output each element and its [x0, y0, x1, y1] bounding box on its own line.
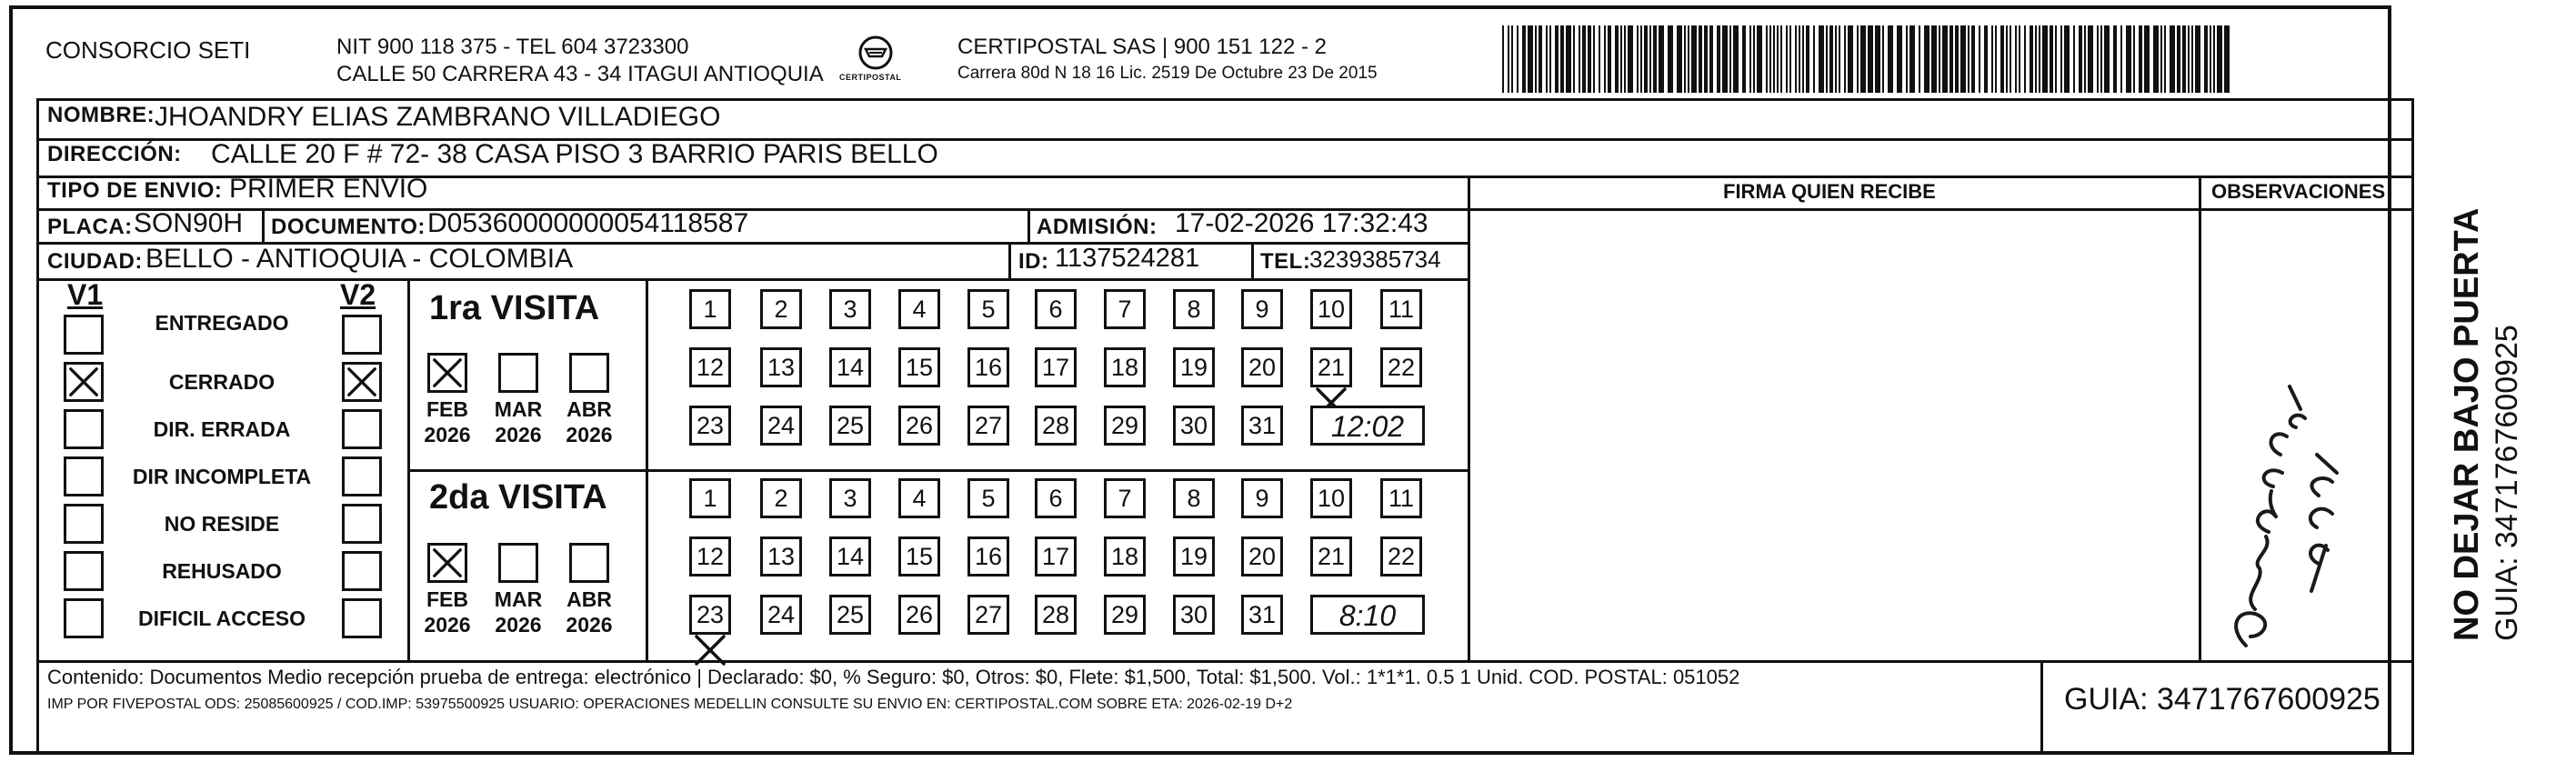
observaciones-header: OBSERVACIONES: [2211, 180, 2386, 203]
visit1-day-box[interactable]: 19: [1173, 347, 1215, 387]
visit2-day-box[interactable]: 26: [898, 595, 940, 635]
visit1-day-box[interactable]: 5: [967, 289, 1009, 329]
nombre-value: JHOANDRY ELIAS ZAMBRANO VILLADIEGO: [155, 102, 721, 132]
visit2-month-label: FEB 2026: [424, 587, 471, 637]
visit2-day-box[interactable]: 25: [829, 595, 871, 635]
v1-checkbox[interactable]: [64, 362, 104, 402]
visit2-day-box[interactable]: 9: [1241, 478, 1283, 518]
visit1-day-box[interactable]: 8: [1173, 289, 1215, 329]
tel-divider: [1251, 242, 1254, 278]
visit1-day-box[interactable]: 2: [760, 289, 802, 329]
footer-line1: Contenido: Documentos Medio recepción prueba de entrega: electrónico | Declarado: $0, % Seguro: $0, Otros: $0, Flete: $1,500, Total: $1,500. Vol.: 1*1*1. 0.5 1 Unid. COD. POSTAL: 051052: [47, 666, 1740, 688]
row-line: [36, 278, 1470, 281]
visit2-day-box[interactable]: 10: [1310, 478, 1352, 518]
v2-checkbox[interactable]: [342, 551, 382, 591]
visit1-month-label: MAR 2026: [494, 397, 543, 446]
v2-checkbox[interactable]: [342, 598, 382, 638]
visit1-day-box[interactable]: 1: [689, 289, 731, 329]
certipostal-line: CERTIPOSTAL SAS | 900 151 122 - 2: [957, 35, 1327, 59]
visit1-day-box[interactable]: 18: [1104, 347, 1146, 387]
placa-label: PLACA:: [47, 215, 133, 239]
status-label: REHUSADO: [162, 559, 282, 583]
status-label: CERRADO: [168, 370, 276, 394]
visit1-day-box[interactable]: 15: [898, 347, 940, 387]
v1-checkbox[interactable]: [64, 456, 104, 496]
admision-divider: [1027, 208, 1030, 242]
firma-divider: [1468, 175, 1470, 660]
check-x-mark: [430, 546, 465, 580]
tipo-envio-label: TIPO DE ENVIO:: [47, 178, 223, 203]
visit2-month-label: ABR 2026: [566, 587, 613, 637]
visit2-day-box[interactable]: 30: [1173, 595, 1215, 635]
v1-header: V1: [67, 278, 104, 311]
footer-line2: IMP POR FIVEPOSTAL ODS: 25085600925 / COD.IMP: 53975500925 USUARIO: OPERACIONES MEDELLIN CONSULTE SU ENVIO EN: CERTIPOSTAL.COM SOBRE ETA: 2026-02-19 D+2: [47, 697, 1293, 712]
visit2-title: 2da VISITA: [429, 478, 607, 516]
row-line: [36, 660, 2414, 663]
id-divider: [1008, 242, 1011, 278]
visit2-day-box[interactable]: 21: [1310, 536, 1352, 577]
v2-checkbox[interactable]: [342, 456, 382, 496]
visit2-day-box[interactable]: 15: [898, 536, 940, 577]
visit1-day-box[interactable]: 17: [1035, 347, 1077, 387]
visit1-day-box[interactable]: 9: [1241, 289, 1283, 329]
visit2-day-box[interactable]: 1: [689, 478, 731, 518]
tipo-envio-value: PRIMER ENVIO: [229, 174, 428, 204]
visit2-day-box[interactable]: 14: [829, 536, 871, 577]
visit1-title: 1ra VISITA: [429, 289, 600, 327]
company-name: CONSORCIO SETI: [45, 36, 251, 64]
visit2-day-box[interactable]: 28: [1035, 595, 1077, 635]
visit1-day-box[interactable]: 11: [1380, 289, 1422, 329]
visit1-day-box[interactable]: 14: [829, 347, 871, 387]
visit1-day-box[interactable]: 12: [689, 347, 731, 387]
visit1-month-checkbox[interactable]: [569, 353, 609, 393]
visit2-day-box[interactable]: 7: [1104, 478, 1146, 518]
visit1-day-box[interactable]: 29: [1104, 406, 1146, 446]
tel-label: TEL:: [1260, 249, 1311, 274]
status-label: NO RESIDE: [164, 512, 280, 536]
visit1-day-box[interactable]: 22: [1380, 347, 1422, 387]
visit1-day-box[interactable]: 3: [829, 289, 871, 329]
visit1-day-box[interactable]: 27: [967, 406, 1009, 446]
visit2-day-box[interactable]: 17: [1035, 536, 1077, 577]
visit2-month-checkbox[interactable]: [498, 543, 538, 583]
visit2-day-box[interactable]: 3: [829, 478, 871, 518]
observaciones-handwriting: [2210, 336, 2382, 655]
visit1-day-box[interactable]: 26: [898, 406, 940, 446]
visit2-day-box[interactable]: 5: [967, 478, 1009, 518]
side-guia: GUIA: 3471767600925: [2490, 325, 2524, 641]
visit1-time-box[interactable]: 12:02: [1310, 406, 1425, 446]
visit1-day-box[interactable]: 16: [967, 347, 1009, 387]
visit2-month-checkbox[interactable]: [569, 543, 609, 583]
status-label: DIR INCOMPLETA: [132, 465, 312, 488]
v2-checkbox[interactable]: [342, 504, 382, 544]
visit2-day-box[interactable]: 16: [967, 536, 1009, 577]
visit2-day-box[interactable]: 11: [1380, 478, 1422, 518]
visit2-day-box[interactable]: 6: [1035, 478, 1077, 518]
visit1-day-box[interactable]: 13: [760, 347, 802, 387]
visit2-month-label: MAR 2026: [494, 587, 543, 637]
visit1-day-box[interactable]: 24: [760, 406, 802, 446]
visit2-day-box[interactable]: 18: [1104, 536, 1146, 577]
visit1-day-box[interactable]: 31: [1241, 406, 1283, 446]
visit1-day-box[interactable]: 28: [1035, 406, 1077, 446]
nombre-label: NOMBRE:: [47, 103, 155, 127]
firma-header: FIRMA QUIEN RECIBE: [1723, 180, 1936, 203]
check-x-mark: [66, 365, 101, 399]
v2-checkbox[interactable]: [342, 409, 382, 449]
v2-checkbox[interactable]: [342, 315, 382, 355]
documento-value: D05360000000054118587: [427, 208, 749, 238]
visit2-day-box[interactable]: 24: [760, 595, 802, 635]
status-label: ENTREGADO: [155, 311, 289, 335]
ciudad-value: BELLO - ANTIOQUIA - COLOMBIA: [145, 244, 574, 274]
barcode: [1502, 25, 2230, 93]
observaciones-divider: [2199, 175, 2201, 660]
status-label: DIFICIL ACCESO: [137, 607, 306, 630]
doc-divider: [262, 208, 265, 242]
check-x-mark: [345, 365, 379, 399]
visit1-day-box[interactable]: 25: [829, 406, 871, 446]
visit1-month-label: ABR 2026: [566, 397, 613, 446]
logo-text: CERTIPOSTAL: [839, 73, 902, 82]
footer-guia-divider: [2040, 660, 2043, 755]
license-line: Carrera 80d N 18 16 Lic. 2519 De Octubre 23 De 2015: [957, 64, 1378, 83]
visit2-day-box[interactable]: 23: [689, 595, 731, 635]
visit2-day-box[interactable]: 2: [760, 478, 802, 518]
certipostal-logo: [835, 35, 917, 87]
visit2-month-checkbox[interactable]: [427, 543, 467, 583]
direccion-label: DIRECCIÓN:: [47, 142, 182, 166]
visit1-day-box[interactable]: 21: [1310, 347, 1352, 387]
v1-checkbox[interactable]: [64, 315, 104, 355]
visit1-day-box[interactable]: 7: [1104, 289, 1146, 329]
direccion-value: CALLE 20 F # 72- 38 CASA PISO 3 BARRIO PARIS BELLO: [211, 139, 938, 169]
v1-checkbox[interactable]: [64, 409, 104, 449]
v2-checkbox[interactable]: [342, 362, 382, 402]
v1-checkbox[interactable]: [64, 504, 104, 544]
visit2-day-box[interactable]: 20: [1241, 536, 1283, 577]
v1-checkbox[interactable]: [64, 551, 104, 591]
documento-label: DOCUMENTO:: [271, 215, 426, 239]
id-label: ID:: [1018, 249, 1049, 274]
v1-checkbox[interactable]: [64, 598, 104, 638]
visit2-day-box[interactable]: 31: [1241, 595, 1283, 635]
placa-value: SON90H: [134, 208, 244, 238]
visit1-month-label: FEB 2026: [424, 397, 471, 446]
admision-label: ADMISIÓN:: [1037, 215, 1158, 239]
visit1-day-box[interactable]: 30: [1173, 406, 1215, 446]
ciudad-label: CIUDAD:: [47, 249, 143, 274]
visit2-day-box[interactable]: 19: [1173, 536, 1215, 577]
visit2-day-box[interactable]: 13: [760, 536, 802, 577]
visit2-day-box[interactable]: 12: [689, 536, 731, 577]
visit1-day-box[interactable]: 4: [898, 289, 940, 329]
visit-split: [407, 469, 1468, 472]
admision-value: 17-02-2026 17:32:43: [1175, 208, 1428, 238]
visit2-day-box[interactable]: 4: [898, 478, 940, 518]
visit2-day-box[interactable]: 27: [967, 595, 1009, 635]
tel-value: 3239385734: [1309, 246, 1441, 273]
visit1-day-box[interactable]: 6: [1035, 289, 1077, 329]
check-x-mark: [692, 632, 728, 668]
footer-guia: GUIA: 3471767600925: [2064, 682, 2381, 717]
visit2-time-box[interactable]: 8:10: [1310, 595, 1425, 635]
side-warning: NO DEJAR BAJO PUERTA: [2448, 207, 2486, 641]
visit2-day-box[interactable]: 22: [1380, 536, 1422, 577]
v2-header: V2: [340, 278, 376, 311]
status-label: DIR. ERRADA: [153, 417, 291, 441]
visit1-day-box[interactable]: 23: [689, 406, 731, 446]
visit2-day-box[interactable]: 8: [1173, 478, 1215, 518]
visit1-month-checkbox[interactable]: [427, 353, 467, 393]
visit1-month-checkbox[interactable]: [498, 353, 538, 393]
nit-line: NIT 900 118 375 - TEL 604 3723300: [336, 35, 689, 59]
id-value: 1137524281: [1055, 244, 1200, 273]
check-x-mark: [430, 356, 465, 390]
visit1-day-box[interactable]: 10: [1310, 289, 1352, 329]
visit2-day-box[interactable]: 29: [1104, 595, 1146, 635]
visit1-day-box[interactable]: 20: [1241, 347, 1283, 387]
address-line: CALLE 50 CARRERA 43 - 34 ITAGUI ANTIOQUIA: [336, 62, 824, 86]
